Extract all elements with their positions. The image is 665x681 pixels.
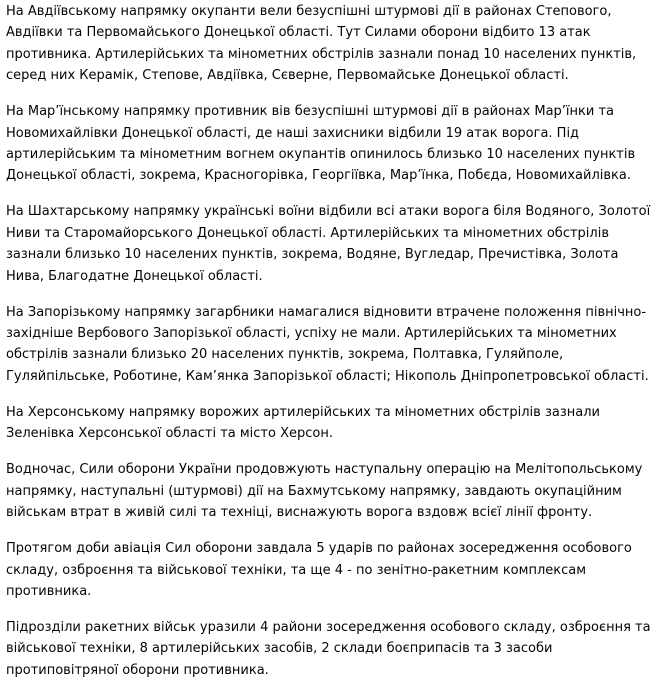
- paragraph-missile-troops: Підрозділи ракетних військ уразили 4 райони зосередження особового складу, озброєння та військової техніки, 8 артилерійських засобів, 2 склади боєприпасів та 3 засоби протиповітряної оборони противника.: [6, 619, 651, 678]
- paragraph-offensive: Водночас, Сили оборони України продовжують наступальну операцію на Мелітопольському напрямку, наступальні (штурмові) дії на Бахмутському напрямку, завдають окупаційним військам втрат в живій силі та техніці, виснажують ворога вздовж всієї лінії фронту.: [6, 462, 643, 521]
- paragraph-aviation: Протягом доби авіація Сил оборони завдала 5 ударів по районах зосередження особового складу, озброєння та військової техніки, та ще 4 - по зенітно-ракетним комплексам противника.: [6, 541, 632, 599]
- paragraph-kherson: На Херсонському напрямку ворожих артилерійських та мінометних обстрілів зазнали Зеленівка Херсонської області та місто Херсон.: [6, 404, 600, 442]
- paragraph-zaporizhzhia: На Запорізькому напрямку загарбники намагалися відновити втрачене положення північно-західніше Вербового Запорізької області, успіху не мали. Артилерійських та мінометних обстрілів зазнали близько 20 населених пунктів, зокрема, Полтавка, Гуляйполе, Гуляйпільське, Роботине, Кам’янка Запорізької області; Нікополь Дніпропетровської області.: [6, 304, 649, 384]
- paragraph-marinka: На Мар’їнському напрямку противник вів безуспішні штурмові дії в районах Мар’їнки та Новомихайлівки Донецької області, де наші захисники відбили 19 атак ворога. Під артилерійським та мінометним вогнем окупантів опинилось близько 10 населених пунктів Донецької області, зокрема, Красногорівка, Георгіївка, Мар’їнка, Побєда, Новомихайлівка.: [6, 104, 636, 184]
- paragraph-avdiivka: На Авдіївському напрямку окупанти вели безуспішні штурмові дії в районах Степового, Авдіївки та Первомайського Донецької області. Тут Силами оборони відбито 13 атак противника. Артилерійських та мінометних обстрілів зазнали понад 10 населених пунктів, серед них Керамік, Степове, Авдіївка, Сєверне, Первомайське Донецької області.: [6, 4, 637, 84]
- paragraph-shakhtarske: На Шахтарському напрямку українські воїни відбили всі атаки ворога біля Водяного, Золотої Ниви та Старомайорського Донецької області. Артилерійських та мінометних обстрілів зазнали близько 10 населених пунктів, зокрема, Водяне, Вугледар, Пречистівка, Золота Нива, Благодатне Донецької області.: [6, 204, 651, 284]
